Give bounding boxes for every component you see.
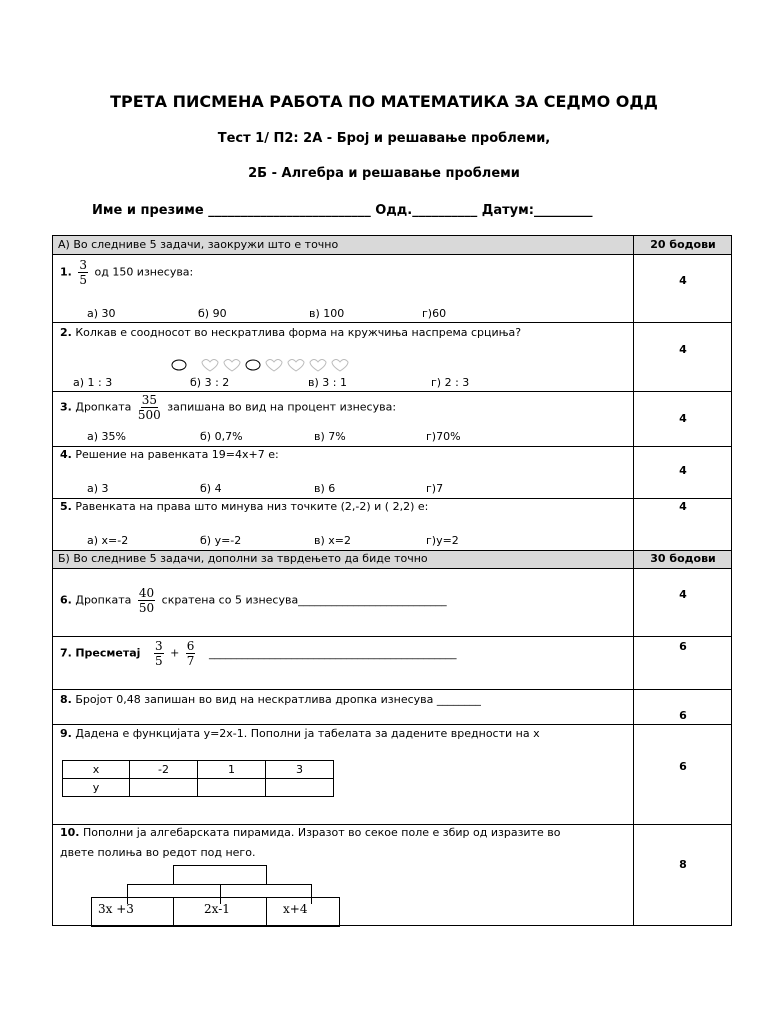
heart-icon xyxy=(266,360,282,372)
heart-icon xyxy=(288,360,304,372)
question-3: 3. Дропката $\frac{35}{500}$ запишана во вид на процент изнесува: xyxy=(60,393,397,422)
fraction-40-50: $\frac{40}{50}$ xyxy=(138,586,155,615)
question-1-points: 4 xyxy=(679,274,687,287)
question-3-points: 4 xyxy=(679,412,687,425)
q2-option-b[interactable]: б) 3 : 2 xyxy=(190,376,230,389)
section-a-points: 20 бодови xyxy=(650,238,716,251)
q5-option-a[interactable]: а) x=-2 xyxy=(87,534,129,547)
question-6-points: 4 xyxy=(679,588,687,601)
student-info-line[interactable]: Име и презиме _________________________ Одд.__________ Датум:_________ xyxy=(92,203,593,218)
section-b-points: 30 бодови xyxy=(650,552,716,565)
question-4: 4. Решение на равенката 19=4x+7 е: xyxy=(60,448,279,461)
fraction-3-5: $\frac{3}{5}$ xyxy=(79,258,87,287)
table-cell[interactable] xyxy=(266,779,334,797)
question-8: 8. Бројот 0,48 запишан во вид на нескратлива дропка изнесува ________ xyxy=(60,693,481,706)
question-10: 10. Пополни ја алгебарската пирамида. Изразот во секое поле е збир од изразите во xyxy=(60,826,561,839)
question-9: 9. Дадена е функцијата y=2x-1. Пополни ја табелата за дадените вредности на x xyxy=(60,727,540,740)
question-5: 5. Равенката на права што минува низ точките (2,-2) и ( 2,2) е: xyxy=(60,500,429,513)
pyramid-bottom-cell: 2x-1 xyxy=(173,897,267,927)
heart-icon xyxy=(202,360,218,372)
q1-option-d[interactable]: г)60 xyxy=(422,307,447,320)
question-10-line2: двете полиња во редот под него. xyxy=(60,846,256,859)
heart-icon xyxy=(224,360,240,372)
subtitle-test: Тест 1/ П2: 2А - Број и решавање проблеми, xyxy=(217,131,551,146)
question-7: 7. Пресметај $\frac{3}{5}$ + $\frac{6}{7}$ _____________________________________________ xyxy=(60,639,457,668)
fraction-35-500: $\frac{35}{500}$ xyxy=(137,393,161,422)
q3-option-a[interactable]: а) 35% xyxy=(87,430,126,443)
q1-option-b[interactable]: б) 90 xyxy=(198,307,227,320)
table-cell: 3 xyxy=(266,761,334,779)
question-5-points: 4 xyxy=(679,500,687,513)
question-10-points: 8 xyxy=(679,858,687,871)
fraction-3-5: $\frac{3}{5}$ xyxy=(154,639,163,668)
question-6: 6. Дропката $\frac{40}{50}$ скратена со 5 изнесува___________________________ xyxy=(60,586,447,615)
q1-option-a[interactable]: а) 30 xyxy=(87,307,116,320)
q4-option-a[interactable]: а) 3 xyxy=(87,482,109,495)
fraction-6-7: $\frac{6}{7}$ xyxy=(186,639,195,668)
q3-option-c[interactable]: в) 7% xyxy=(314,430,346,443)
q4-option-b[interactable]: б) 4 xyxy=(200,482,222,495)
pyramid-bottom-cell: 3x +3 xyxy=(91,897,174,927)
q5-option-c[interactable]: в) x=2 xyxy=(314,534,351,547)
table-cell: 1 xyxy=(198,761,266,779)
question-1: 1. $\frac{3}{5}$ од 150 изнесува: xyxy=(60,258,194,287)
pyramid-bottom-cell: x+4 xyxy=(266,897,340,927)
circles-hearts-figure xyxy=(171,357,361,373)
subtitle-algebra: 2Б - Алгебра и решавање проблеми xyxy=(248,166,520,181)
q3-option-b[interactable]: б) 0,7% xyxy=(200,430,243,443)
question-9-points: 6 xyxy=(679,760,687,773)
q1-option-c[interactable]: в) 100 xyxy=(309,307,345,320)
q2-option-c[interactable]: в) 3 : 1 xyxy=(308,376,347,389)
table-cell: x xyxy=(63,761,130,779)
question-2: 2. Колкав е соодносот во нескратлива форма на кружчиња наспрема срциња? xyxy=(60,326,522,339)
table-cell: y xyxy=(63,779,130,797)
question-4-points: 4 xyxy=(679,464,687,477)
heart-icon xyxy=(310,360,326,372)
q2-option-a[interactable]: а) 1 : 3 xyxy=(73,376,113,389)
answer-line[interactable]: _____________________________________________ xyxy=(208,646,457,660)
question-8-points: 6 xyxy=(679,709,687,722)
table-cell: -2 xyxy=(129,761,197,779)
q4-option-c[interactable]: в) 6 xyxy=(314,482,336,495)
question-2-points: 4 xyxy=(679,343,687,356)
section-b-label: Б) Во следниве 5 задачи, дополни за тврдењето да биде точно xyxy=(58,552,428,565)
question-7-points: 6 xyxy=(679,640,687,653)
q4-option-d[interactable]: г)7 xyxy=(426,482,444,495)
q5-option-b[interactable]: б) y=-2 xyxy=(200,534,242,547)
table-cell[interactable] xyxy=(198,779,266,797)
test-table xyxy=(52,235,732,926)
heart-icon xyxy=(332,360,348,372)
page-title: ТРЕТА ПИСМЕНА РАБОТА ПО МАТЕМАТИКА ЗА СЕДМО ОДД xyxy=(110,92,658,111)
q5-option-d[interactable]: г)y=2 xyxy=(426,534,459,547)
section-a-label: А) Во следниве 5 задачи, заокружи што е точно xyxy=(58,238,339,251)
pyramid-top-cell[interactable] xyxy=(173,865,267,885)
q2-option-d[interactable]: г) 2 : 3 xyxy=(431,376,470,389)
q3-option-d[interactable]: г)70% xyxy=(426,430,461,443)
table-cell[interactable] xyxy=(129,779,197,797)
values-table xyxy=(62,760,334,797)
